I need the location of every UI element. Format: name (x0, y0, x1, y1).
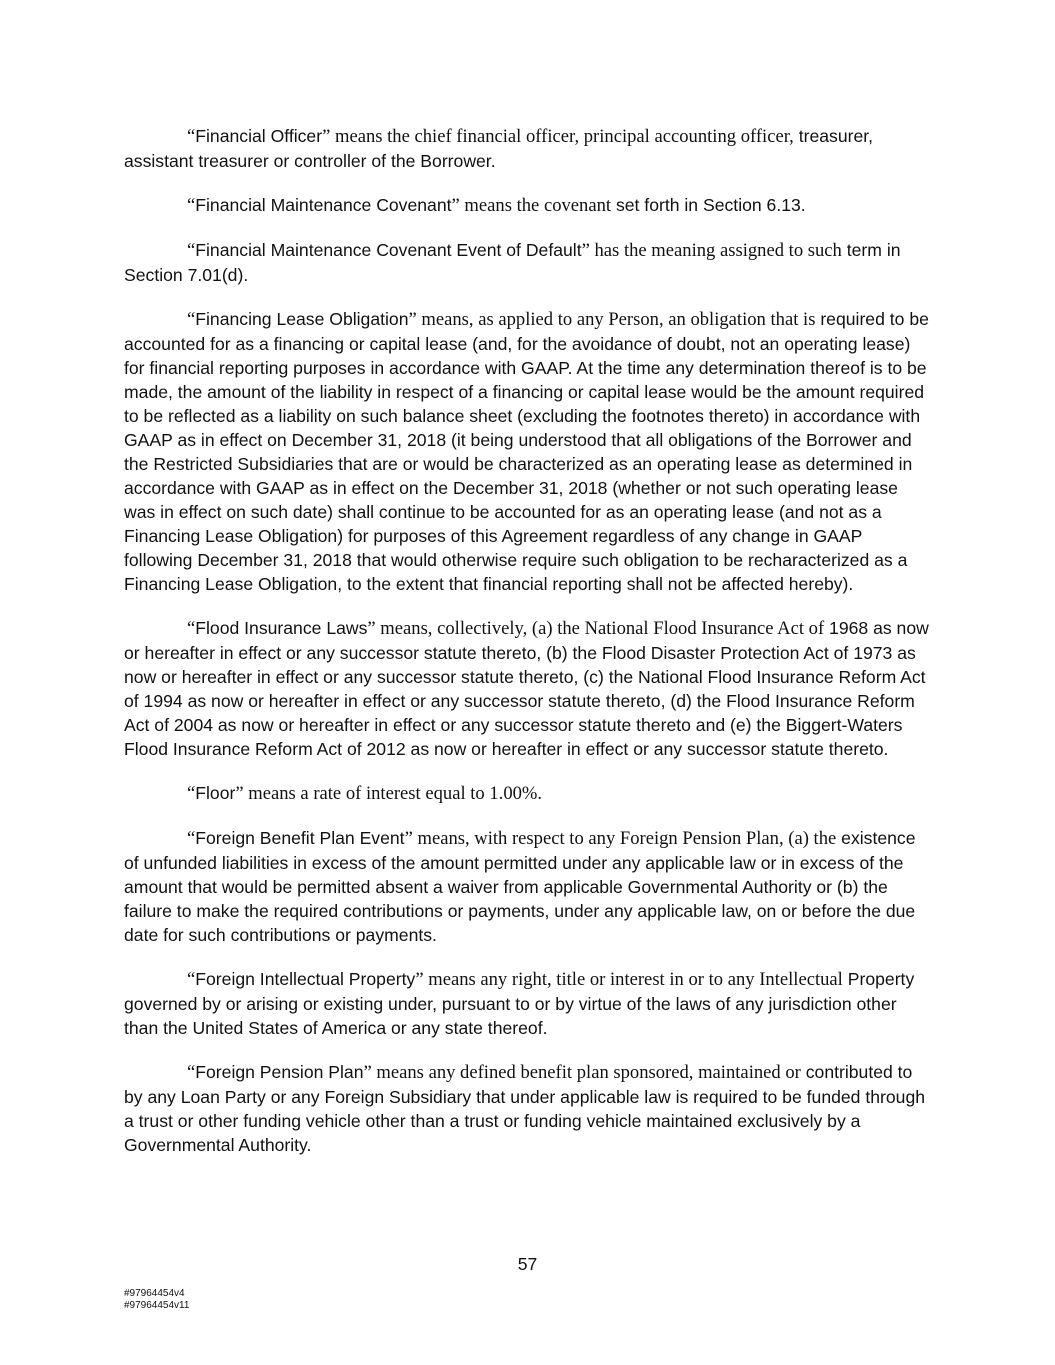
definition-lead-text: means the chief financial officer, principal accounting officer, (330, 126, 794, 147)
open-quote: “ (187, 783, 196, 804)
defined-term: Flood Insurance Laws (195, 618, 368, 638)
open-quote: “ (187, 1062, 196, 1083)
open-quote: “ (187, 828, 196, 849)
definition-lead-text: has the meaning assigned to such (589, 240, 842, 261)
close-quote: ” (581, 240, 590, 261)
close-quote: ” (367, 618, 376, 639)
definition-lead-text: means any right, title or interest in or to any Intellectual (423, 969, 843, 990)
close-quote: ” (235, 783, 244, 804)
close-quote: ” (404, 828, 413, 849)
definition-text: set forth in Section 6.13. (611, 195, 806, 215)
definition-text: existence of unfunded liabilities in excess of the amount permitted under any applicable law or in excess of the amount that would be permitted absent a waiver from applicable Governmental Authority or (b) the failure to make the required contributions or payments, under any applicable law, on or before the due date for such contributions or payments. (124, 828, 916, 945)
definition-foreign-pension-plan (124, 1060, 934, 1157)
definition-lead-text: means, as applied to any Person, an obligation that is (416, 309, 816, 330)
definition-floor (124, 781, 934, 806)
definition-flood-insurance-laws (124, 616, 934, 761)
definition-financial-maintenance-covenant-event-of-default (124, 238, 934, 287)
defined-term: Financial Officer (195, 126, 323, 146)
definition-financial-maintenance-covenant (124, 193, 934, 218)
close-quote: ” (322, 126, 331, 147)
page-number: 57 (517, 1254, 538, 1274)
definition-foreign-intellectual-property (124, 967, 934, 1040)
document-ids (124, 1288, 189, 1312)
document-id: #97964454v4 (124, 1288, 185, 1299)
defined-term: Floor (195, 783, 236, 803)
defined-term: Foreign Pension Plan (195, 1062, 364, 1082)
document-body (124, 124, 934, 1177)
open-quote: “ (187, 618, 196, 639)
defined-term: Financing Lease Obligation (195, 309, 409, 329)
defined-term: Financial Maintenance Covenant Event of Default (195, 240, 582, 260)
close-quote: ” (408, 309, 417, 330)
open-quote: “ (187, 309, 196, 330)
close-quote: ” (363, 1062, 372, 1083)
definition-lead-text: means the covenant (459, 195, 612, 216)
definition-text: treasurer, assistant treasurer or controller of the Borrower. (124, 126, 874, 171)
open-quote: “ (187, 195, 196, 216)
definition-foreign-benefit-plan-event (124, 826, 934, 947)
definition-lead-text: means, collectively, (a) the National Flood Insurance Act of (375, 618, 825, 639)
definition-text: required to be accounted for as a financing or capital lease (and, for the avoidance of doubt, not an operating lease) for financial reporting purposes in accordance with GAAP. At the time any determination thereof is to be made, the amount of the liability in respect of a financing or capital lease would be the amount required to be reflected as a liability on such balance sheet (excluding the footnotes thereto) in accordance with GAAP as in effect on December 31, 2018 (it being understood that all obligations of the Borrower and the Restricted Subsidiaries that are or would be characterized as an operating lease as determined in accordance with GAAP as in effect on the December 31, 2018 (whether or not such operating lease was in effect on such date) shall continue to be accounted for as an operating lease (and not as a Financing Lease Obligation) for purposes of this Agreement regardless of any change in GAAP following December 31, 2018 that would otherwise require such obligation to be recharacterized as a Financing Lease Obligation, to the extent that financial reporting shall not be affected hereby). (124, 309, 929, 594)
defined-term: Financial Maintenance Covenant (195, 195, 452, 215)
definition-text: Property governed by or arising or existing under, pursuant to or by virtue of the laws of any jurisdiction other than the United States of America or any state thereof. (124, 969, 915, 1038)
close-quote: ” (451, 195, 460, 216)
definition-text: term in Section 7.01(d). (124, 240, 901, 285)
open-quote: “ (187, 126, 196, 147)
definition-lead-text: means, with respect to any Foreign Pension Plan, (a) the (412, 828, 837, 849)
defined-term: Foreign Benefit Plan Event (195, 828, 405, 848)
definition-financial-officer (124, 124, 934, 173)
definition-lead-text: means any defined benefit plan sponsored, maintained or (371, 1062, 801, 1083)
document-id: #97964454v11 (124, 1300, 190, 1311)
open-quote: “ (187, 240, 196, 261)
open-quote: “ (187, 969, 196, 990)
definition-lead-text: means a rate of interest equal to 1.00%. (243, 783, 543, 804)
definition-text: contributed to by any Loan Party or any Foreign Subsidiary that under applicable law is required to be funded through a trust or other funding vehicle other than a trust or funding vehicle maintained exclusively by a Governmental Authority. (124, 1062, 926, 1155)
definition-financing-lease-obligation (124, 307, 934, 596)
defined-term: Foreign Intellectual Property (195, 969, 416, 989)
definition-text: 1968 as now or hereafter in effect or any successor statute thereto, (b) the Flood Disaster Protection Act of 1973 as now or hereafter in effect or any successor statute thereto, (c) the National Flood Insurance Reform Act of 1994 as now or hereafter in effect or any successor statute thereto, (d) the Flood Insurance Reform Act of 2004 as now or hereafter in effect or any successor statute thereto and (e) the Biggert-Waters Flood Insurance Reform Act of 2012 as now or hereafter in effect or any successor statute thereto. (124, 618, 929, 759)
close-quote: ” (415, 969, 424, 990)
